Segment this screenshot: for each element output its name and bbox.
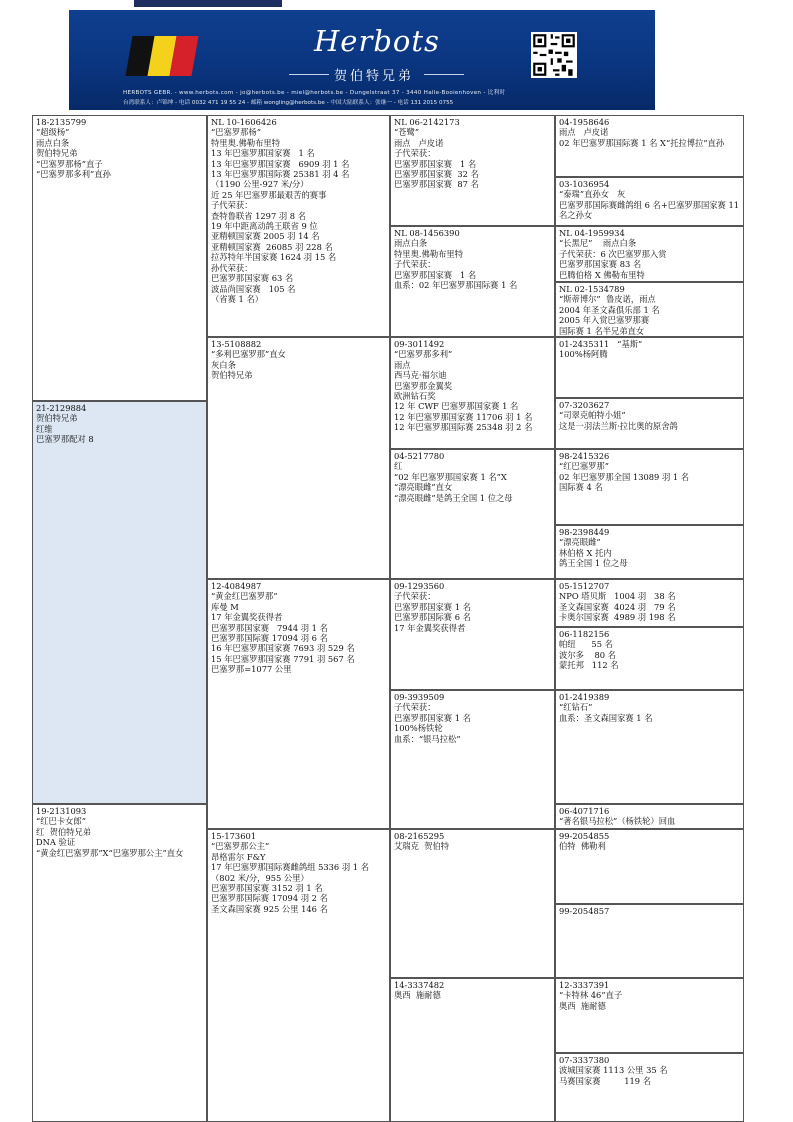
pedigree-note: 雨点 卢皮诺: [559, 127, 609, 138]
pedigree-note: 巴塞罗那国际赛 17094 羽 6 名: [211, 633, 328, 644]
pedigree-note: 17 年金翼奖获得者: [211, 612, 283, 623]
pedigree-note: 近 25 年巴塞罗那最艰苦的赛事: [211, 189, 327, 200]
pedigree-note: 林伯格 X 托内: [559, 547, 612, 558]
pedigree-note: 特里奥.佛勒布里特: [394, 248, 464, 259]
ring-number: 19-2131093: [36, 806, 87, 816]
pedigree-note: 2004 年圣文森俱乐部 1 名: [559, 304, 660, 315]
gen4-cell: [555, 904, 744, 978]
pedigree-note: 子代荣获：: [394, 259, 436, 270]
pedigree-note: 巴塞罗那国家赛 1 名: [394, 269, 477, 280]
pedigree-note: 12 年 CWF 巴塞罗那国家赛 1 名: [394, 401, 519, 412]
gen4-cell: [555, 226, 744, 282]
pedigree-note: 卡奥尔国家赛 4989 羽 198 名: [559, 612, 676, 623]
pedigree-note: 西马克·福尔迪: [394, 370, 447, 381]
pedigree-note: 奥西 施耐德: [559, 1000, 606, 1011]
header-banner: [69, 10, 655, 110]
pedigree-note: 巴塞罗那国家赛 87 名: [394, 179, 479, 190]
gen3-cell: [390, 690, 555, 829]
pedigree-note: “黄金红巴塞罗那”X“巴塞罗那公主”直女: [36, 847, 184, 858]
pedigree-note: 巴塞罗那国家赛 63 名: [211, 273, 294, 284]
pedigree-note: 拉苏特年半国家赛 1624 羽 15 名: [211, 252, 337, 263]
pedigree-note: 孙代荣获：: [211, 262, 253, 273]
gen4-cell: [555, 690, 744, 804]
pedigree-note: 子代荣获：6 次巴塞罗那入赏: [559, 248, 667, 259]
pedigree-note: “漂亮眼雌”直女: [394, 482, 453, 493]
ring-number: 05-1512707: [559, 581, 610, 591]
pedigree-note: 巴塞罗那国际赛 17094 羽 2 名: [211, 893, 328, 904]
pedigree-note: 伯特 佛勒利: [559, 841, 606, 852]
gen3-cell: [390, 226, 555, 337]
pedigree-note: 巴塞罗那国家赛 7944 羽 1 名: [211, 622, 328, 633]
gen3-cell: [390, 337, 555, 449]
pedigree-note: 昂格雷尔 F&Y: [211, 851, 266, 862]
pedigree-note: 12 年巴塞罗那国家赛 11706 羽 1 名: [394, 411, 533, 422]
gen4-cell: [555, 177, 744, 226]
pedigree-note: 圣文森国家赛 4024 羽 79 名: [559, 601, 676, 612]
gen3-cell: [390, 115, 555, 226]
ring-number: 09-3939509: [394, 692, 445, 702]
pedigree-note: 这是一羽法兰斯·拉比奥的原舍鸽: [559, 420, 678, 431]
pedigree-note: 灰白条: [211, 359, 236, 370]
pedigree-note: 马赛国家赛 119 名: [559, 1075, 651, 1086]
pedigree-note: 红: [394, 461, 403, 472]
ring-number: 99-2054855: [559, 831, 610, 841]
gen4-cell: [555, 449, 744, 525]
brand-logo-text: Herbots: [314, 24, 440, 58]
pedigree-note: “黄金红巴塞罗那”: [211, 591, 278, 602]
gen3-cell: [390, 829, 555, 978]
gen4-cell: [555, 337, 744, 398]
pedigree-note: 巴塞罗那国家赛 1 名: [394, 712, 471, 723]
pedigree-note: 巴塞罗那国家赛 32 名: [394, 169, 479, 180]
pedigree-note: “红巴卡女郎”: [36, 816, 86, 827]
pedigree-note: “巴塞罗那杨”: [211, 127, 261, 138]
pedigree-note: 02 年巴塞罗那全国 13089 羽 1 名: [559, 471, 690, 482]
gen4-cell: [555, 978, 744, 1053]
pedigree-note: 亚精顿国家赛 2005 羽 14 名: [211, 231, 320, 242]
pedigree-note: 100%杨阿腾: [559, 349, 608, 360]
ring-number: NL 04-1959934: [559, 228, 625, 238]
pedigree-note: 17 年金翼奖获得者: [394, 622, 466, 633]
pedigree-note: “红钻石”: [559, 702, 593, 713]
pedigree-note: “长黑尼” 雨点白条: [559, 238, 637, 249]
ring-number: 04-1958646: [559, 117, 610, 127]
pedigree-note: 13 年巴塞罗那国际赛 25381 羽 4 名: [211, 169, 350, 180]
pedigree-note: 波品尚国家赛 105 名: [211, 283, 296, 294]
pedigree-note: （1190 公里-927 米/分）: [211, 179, 309, 190]
gen4-cell: [555, 398, 744, 449]
pedigree-note: 血系：圣文森国家赛 1 名: [559, 712, 653, 723]
pedigree-note: NPO 塔贝斯 1004 羽 38 名: [559, 591, 676, 602]
ring-number: 12-3337391: [559, 980, 610, 990]
gen2-cell: [207, 115, 390, 337]
ring-number: 14-3337482: [394, 980, 445, 990]
gen3-cell: [390, 449, 555, 579]
gen4-cell: [555, 1053, 744, 1122]
pedigree-note: 国际赛 1 名半兄弟直女: [559, 325, 645, 336]
pedigree-note: 血系：02 年巴塞罗那国际赛 1 名: [394, 280, 518, 291]
pedigree-note: 帕纽 55 名: [559, 639, 613, 650]
ring-number: 06-1182156: [559, 629, 610, 639]
pedigree-note: 雨点白条: [36, 137, 70, 148]
pedigree-note: 巴腾伯格 X 佛勒布里特: [559, 269, 645, 280]
pedigree-note: （802 米/分，955 公里）: [211, 872, 309, 883]
ring-number: NL 02-1534789: [559, 284, 625, 294]
pedigree-note: “漂亮眼雌”: [559, 537, 601, 548]
pedigree-note: 鸽王全国 1 位之母: [559, 558, 628, 569]
pedigree-note: “卡特林 46”直子: [559, 990, 623, 1001]
pedigree-note: 子代荣获：: [394, 591, 436, 602]
ring-number: 99-2054857: [559, 906, 610, 916]
pedigree-note: “漂亮眼雌”是鸽王全国 1 位之母: [394, 492, 513, 503]
pedigree-note: “斯蒂博尔” 鲁皮诺，雨点: [559, 294, 656, 305]
pedigree-note: “巴塞罗那多利”: [394, 349, 453, 360]
pedigree-note: 红 贺伯特兄弟: [36, 826, 92, 837]
ring-number: 21-2129884: [36, 403, 87, 413]
pedigree-note: 贺伯特兄弟: [36, 148, 78, 159]
gen4-cell: [555, 627, 744, 690]
pedigree-note: 巴塞罗那=1077 公里: [211, 664, 292, 675]
pedigree-note: 12 年巴塞罗那国际赛 25348 羽 2 名: [394, 422, 533, 433]
pedigree-note: 子代荣获：: [394, 148, 436, 159]
ring-number: 07-3337380: [559, 1055, 610, 1065]
pedigree-note: （省赛 1 名）: [211, 293, 264, 304]
ring-number: NL 06-2142173: [394, 117, 460, 127]
ring-number: NL 10-1606426: [211, 117, 277, 127]
ring-number: 15-173601: [211, 831, 257, 841]
qr-code-icon[interactable]: [531, 32, 577, 78]
ring-number: 06-4071716: [559, 806, 610, 816]
pedigree-note: 巴塞罗那国际赛 6 名: [394, 612, 471, 623]
pedigree-note: “苍鹭”: [394, 127, 420, 138]
pedigree-note: 巴塞罗那配对 8: [36, 434, 94, 445]
ring-number: 98-2415326: [559, 451, 610, 461]
pedigree-note: 16 年巴塞罗那国家赛 7693 羽 529 名: [211, 643, 355, 654]
ring-number: 13-5108882: [211, 339, 262, 349]
pedigree-note: 贺伯特兄弟: [211, 370, 253, 381]
ring-number: NL 08-1456390: [394, 228, 460, 238]
gen3-cell: [390, 579, 555, 690]
gen4-cell: [555, 525, 744, 579]
pedigree-note: 波城国家赛 1113 公里 35 名: [559, 1065, 668, 1076]
pedigree-note: 子代荣获：: [211, 200, 253, 211]
pedigree-note: 特里奥.佛勒布里特: [211, 137, 281, 148]
pedigree-note: 贺伯特兄弟: [36, 413, 78, 424]
pedigree-note: 巴塞罗那国家赛 1 名: [394, 158, 477, 169]
gen4-cell: [555, 829, 744, 904]
pedigree-note: 巴塞罗那国际赛雌鸽组 6 名+巴塞罗那国家赛 11 名之孙女: [559, 199, 742, 221]
gen3-cell: [390, 978, 555, 1122]
pedigree-note: 红维: [36, 423, 53, 434]
pedigree-note: 巴塞罗那国家赛 83 名: [559, 259, 642, 270]
gen2-cell: [207, 829, 390, 1122]
ring-number: 01-2435311 “基斯”: [559, 339, 643, 349]
pedigree-note: 2005 年入赏巴塞罗那赛: [559, 315, 650, 326]
ring-number: 04-5217780: [394, 451, 445, 461]
pedigree-note: 雨点: [394, 359, 411, 370]
ring-number: 09-1293560: [394, 581, 445, 591]
pedigree-note: “超级杨”: [36, 127, 70, 138]
gen4-cell: [555, 579, 744, 627]
brand-chinese-name: 贺伯特兄弟: [333, 69, 414, 84]
ring-number: 08-2165295: [394, 831, 445, 841]
pedigree-note: 查特鲁联省 1297 羽 8 名: [211, 210, 307, 221]
pedigree-note: 19 年中距离动鸽王联省 9 位: [211, 221, 318, 232]
pedigree-note: 巴塞罗那金翼奖: [394, 380, 453, 391]
pedigree-note: “巴塞罗那多利”直孙: [36, 169, 111, 180]
pedigree-note: “著名银马拉松”（杨铁轮）回血: [559, 816, 676, 827]
pedigree-note: 国际赛 4 名: [559, 482, 603, 493]
pedigree-note: 圣文森国家赛 925 公里 146 名: [211, 903, 328, 914]
pedigree-note: 库曼 M: [211, 601, 239, 612]
pedigree-note: 17 年巴塞罗那国际赛雌鸽组 5336 羽 1 名: [211, 862, 369, 873]
sire-cell: [32, 401, 207, 804]
pedigree-note: 艾瑞克 贺伯特: [394, 841, 450, 852]
ring-number: 18-2135799: [36, 117, 87, 127]
pedigree-note: 巴塞罗那国家赛 3152 羽 1 名: [211, 883, 323, 894]
pedigree-note: “多利巴塞罗那”直女: [211, 349, 286, 360]
pedigree-note: 子代荣获：: [394, 702, 436, 713]
pedigree-note: “司翠克帕特小姐”: [559, 410, 626, 421]
gen4-cell: [555, 115, 744, 177]
pedigree-note: 蒙托邦 112 名: [559, 660, 619, 671]
belgian-flag-icon: [125, 36, 198, 76]
pedigree-note: 02 年巴塞罗那国际赛 1 名 X“托拉博拉”直孙: [559, 137, 725, 148]
pedigree-note: DNA 验证: [36, 837, 76, 848]
contact-line-2: 台湾联系人：卢锦坤 - 电话 0032 471 19 55 24 - 邮箱 wongling@herbots.be - 中国大陆联系人：张继一 - 电话 131 2015 0755: [123, 100, 454, 106]
gen2-cell: [207, 337, 390, 579]
pedigree-note: “红巴塞罗那”: [559, 461, 609, 472]
pedigree-note: “泰瑞”直孙女 灰: [559, 189, 626, 200]
ring-number: 12-4084987: [211, 581, 262, 591]
top-accent-bar: [134, 0, 282, 7]
pedigree-note: 奥西 施耐德: [394, 990, 441, 1001]
subject-cell: [32, 115, 207, 401]
pedigree-note: 亚精顿国家赛 26085 羽 228 名: [211, 241, 333, 252]
pedigree-note: 巴塞罗那国家赛 1 名: [394, 601, 471, 612]
pedigree-note: 欧洲钻石奖: [394, 391, 436, 402]
ring-number: 09-3011492: [394, 339, 445, 349]
ring-number: 07-3203627: [559, 400, 610, 410]
pedigree-note: 15 年巴塞罗那国家赛 7791 羽 567 名: [211, 653, 355, 664]
ring-number: 01-2419389: [559, 692, 610, 702]
pedigree-note: “巴塞罗那公主”: [211, 841, 270, 852]
pedigree-note: 13 年巴塞罗那国家赛 1 名: [211, 148, 315, 159]
contact-line-1: HERBOTS GEBR. - www.herbots.com - jo@herbots.be - miel@herbots.be - Dungelstraat 37 - 3440 Halle-Booienhoven - 比利时: [123, 90, 506, 96]
pedigree-note: 13 年巴塞罗那国家赛 6909 羽 1 名: [211, 158, 350, 169]
gen2-cell: [207, 579, 390, 829]
dam-cell: [32, 804, 207, 1122]
gen4-cell: [555, 282, 744, 337]
pedigree-note: “02 年巴塞罗那国家赛 1 名”X: [394, 471, 507, 482]
pedigree-note: 雨点 卢皮诺: [394, 137, 444, 148]
gen4-cell: [555, 804, 744, 829]
pedigree-note: 血系：“银马拉松”: [394, 733, 461, 744]
ring-number: 98-2398449: [559, 527, 610, 537]
pedigree-note: 100%杨铁轮: [394, 723, 443, 734]
pedigree-note: “巴塞罗那杨”直子: [36, 158, 103, 169]
pedigree-note: 波尔多 80 名: [559, 649, 616, 660]
ring-number: 03-1036954: [559, 179, 610, 189]
pedigree-note: 雨点白条: [394, 238, 428, 249]
